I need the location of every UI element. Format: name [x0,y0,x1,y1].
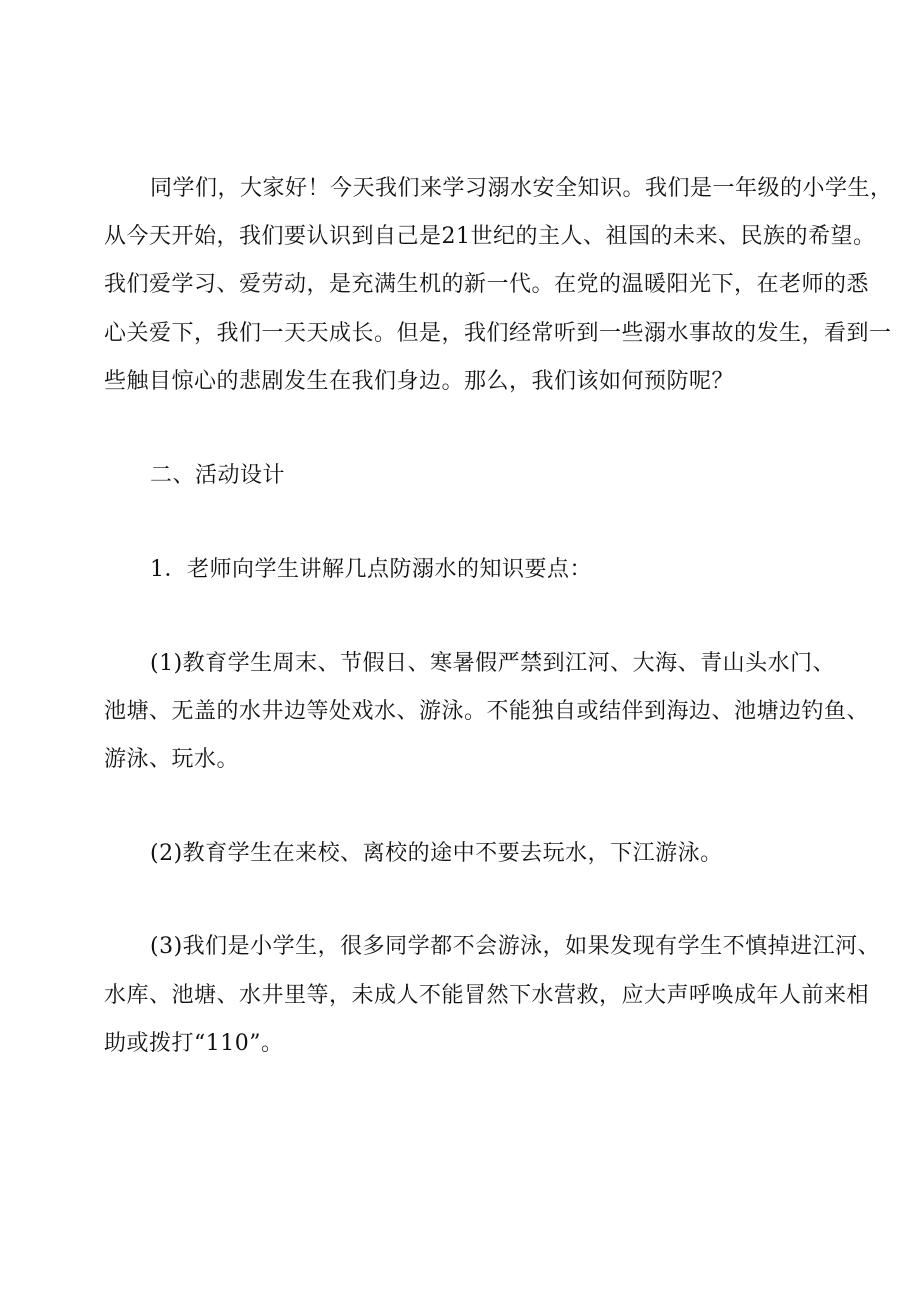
point2-line-1: (2)教育学生在来校、离校的途中不要去玩水，下江游泳。 [150,841,723,866]
point1-line-2: 池塘、无盖的水井边等处戏水、游泳。不能独自或结伴到海边、池塘边钓鱼、 [104,699,870,724]
intro-line-5: 些触目惊心的悲剧发生在我们身边。那么，我们该如何预防呢？ [104,369,735,394]
point3-line-2: 水库、池塘、水井里等，未成人不能冒然下水营救，应大声呼唤成年人前来相 [104,983,870,1008]
intro-line-4: 心关爱下，我们一天天成长。但是，我们经常听到一些溺水事故的发生，看到一 [104,321,892,346]
point1-line-1: (1)教育学生周末、节假日、寒暑假严禁到江河、大海、青山头水门、 [150,651,836,676]
point3-line-3: 助或拨打“110”。 [104,1031,284,1056]
intro-line-1: 同学们，大家好！今天我们来学习溺水安全知识。我们是一年级的小学生， [150,176,893,201]
intro-line-3: 我们爱学习、爱劳动，是充满生机的新一代。在党的温暖阳光下，在老师的悉 [104,272,870,297]
section-heading: 二、活动设计 [150,463,286,488]
point3-line-1: (3)我们是小学生，很多同学都不会游泳，如果发现有学生不慎掉进江河、 [150,934,881,959]
item-heading: 1．老师向学生讲解几点防溺水的知识要点： [150,557,592,582]
point1-line-3: 游泳、玩水。 [104,747,240,772]
intro-line-2: 从今天开始，我们要认识到自己是21世纪的主人、祖国的未来、民族的希望。 [104,224,876,249]
